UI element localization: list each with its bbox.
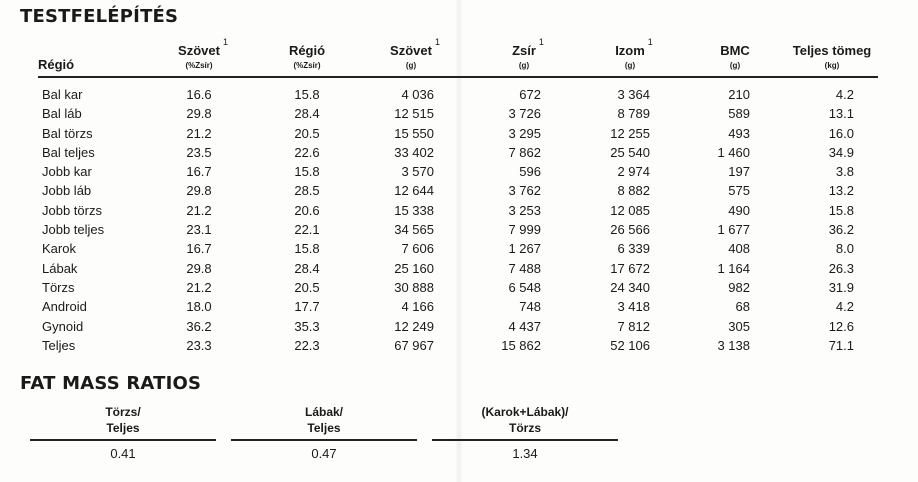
table-cell: 16.7	[186, 164, 212, 180]
region-name: Bal teljes	[42, 144, 95, 160]
table-row	[38, 319, 878, 338]
table-cell: 8 882	[617, 183, 650, 199]
table-cell: 4 036	[401, 87, 434, 102]
header-unit: (g)	[624, 61, 636, 70]
ratio-label-line2: Törzs	[508, 421, 541, 435]
table-cell: 36.2	[828, 222, 854, 238]
header-region: Régió	[38, 57, 75, 72]
header-unit: (%Zsír)	[185, 61, 213, 70]
table-row	[38, 222, 878, 241]
table-cell: 13.1	[828, 106, 854, 122]
table-cell: 493	[728, 125, 750, 141]
header-unit: (g)	[518, 61, 530, 70]
table-cell: 15.8	[294, 164, 320, 180]
ratio-legs-total	[231, 402, 417, 461]
table-cell: 67 967	[394, 337, 434, 353]
table-cell: 21.2	[186, 202, 212, 218]
ratio-value: 1.34	[512, 446, 538, 461]
ratio-trunk-total	[30, 402, 216, 461]
table-cell: 21.2	[186, 279, 212, 295]
header-label: Szövet	[390, 43, 432, 58]
ratio-label-line1: (Karok+Lábak)/	[481, 405, 569, 419]
table-cell: 36.2	[186, 318, 212, 334]
table-cell: 12 644	[394, 183, 434, 199]
region-name: Bal kar	[42, 87, 83, 102]
table-cell: 3.8	[835, 164, 854, 180]
table-cell: 22.6	[294, 144, 320, 160]
table-row	[38, 338, 878, 357]
table-cell: 4.2	[835, 87, 854, 102]
table-cell: 596	[519, 164, 541, 180]
region-name: Karok	[42, 241, 76, 257]
table-row	[38, 106, 878, 125]
table-cell: 25 160	[394, 260, 434, 276]
table-cell: 52 106	[610, 337, 650, 353]
table-cell: 408	[728, 241, 750, 257]
header-total-mass-kg	[782, 42, 882, 72]
table-cell: 16.7	[186, 241, 212, 257]
region-name: Gynoid	[42, 318, 84, 334]
table-cell: 589	[728, 106, 750, 122]
table-cell: 6 548	[508, 279, 541, 295]
table-cell: 35.3	[294, 318, 320, 334]
table-cell: 28.4	[294, 260, 320, 276]
header-unit: (kg)	[824, 61, 840, 70]
table-cell: 3 295	[508, 125, 541, 141]
table-cell: 17.7	[294, 299, 320, 315]
table-cell: 71.1	[828, 337, 854, 353]
table-cell: 672	[519, 87, 541, 102]
ratio-label-line2: Teljes	[307, 421, 341, 435]
table-row	[38, 183, 878, 202]
table-cell: 2 974	[617, 164, 650, 180]
table-body	[38, 87, 878, 357]
header-label: Szövet	[178, 43, 220, 58]
table-cell: 13.2	[828, 183, 854, 199]
table-cell: 22.1	[294, 222, 320, 238]
table-cell: 20.5	[294, 125, 320, 141]
table-cell: 34 565	[394, 222, 434, 238]
table-cell: 7 862	[508, 144, 541, 160]
body-composition-table	[38, 30, 878, 357]
table-cell: 17 672	[610, 260, 650, 276]
table-cell: 16.0	[828, 125, 854, 141]
table-cell: 12 255	[610, 125, 650, 141]
table-cell: 3 418	[617, 299, 650, 315]
region-name: Android	[42, 299, 87, 315]
table-cell: 12 249	[394, 318, 434, 334]
table-cell: 29.8	[186, 260, 212, 276]
header-tissue-g	[370, 37, 452, 72]
table-cell: 20.5	[294, 279, 320, 295]
table-cell: 7 812	[617, 318, 650, 334]
ratio-rule	[231, 439, 417, 441]
header-label: Teljes tömeg	[792, 43, 872, 58]
ratio-value: 0.47	[311, 446, 337, 461]
ratio-header	[30, 402, 216, 436]
table-cell: 15.8	[294, 87, 320, 102]
table-cell: 3 762	[508, 183, 541, 199]
header-tissue-fat-pct	[158, 37, 240, 72]
table-row	[38, 299, 878, 318]
header-label: BMC	[720, 43, 750, 58]
ratio-value: 0.41	[110, 446, 136, 461]
table-cell: 3 570	[401, 164, 434, 180]
footnote-marker: 1	[647, 37, 653, 47]
section-title-body-composition: TESTFELÉPÍTÉS	[20, 6, 179, 27]
table-row	[38, 126, 878, 145]
table-cell: 12 515	[394, 106, 434, 122]
table-row	[38, 261, 878, 280]
table-cell: 4.2	[835, 299, 854, 315]
table-cell: 26.3	[828, 260, 854, 276]
table-cell: 16.6	[186, 87, 212, 102]
footnote-marker: 1	[538, 37, 544, 47]
footnote-marker: 1	[434, 37, 440, 47]
table-cell: 7 488	[508, 260, 541, 276]
table-cell: 25 540	[610, 144, 650, 160]
header-label: Izom	[615, 43, 645, 58]
region-name: Bal láb	[42, 106, 82, 122]
table-row	[38, 280, 878, 299]
table-cell: 982	[728, 279, 750, 295]
table-cell: 33 402	[394, 144, 434, 160]
table-cell: 3 364	[617, 87, 650, 102]
table-cell: 3 253	[508, 202, 541, 218]
table-cell: 28.4	[294, 106, 320, 122]
table-cell: 4 166	[401, 299, 434, 315]
table-cell: 34.9	[828, 144, 854, 160]
header-unit: (%Zsír)	[293, 61, 321, 70]
header-region-fat-pct	[266, 42, 348, 72]
table-row	[38, 145, 878, 164]
table-cell: 1 677	[717, 222, 750, 238]
header-label: Régió	[288, 43, 326, 58]
ratio-limbs-trunk	[432, 402, 618, 461]
table-cell: 20.6	[294, 202, 320, 218]
header-unit: (g)	[729, 61, 741, 70]
table-cell: 1 164	[717, 260, 750, 276]
table-cell: 22.3	[294, 337, 320, 353]
header-label: Zsír	[512, 43, 536, 58]
section-title-fat-mass-ratios: FAT MASS RATIOS	[20, 373, 202, 394]
table-cell: 29.8	[186, 183, 212, 199]
table-header	[38, 30, 878, 78]
header-bmc-g	[694, 42, 776, 72]
table-cell: 210	[728, 87, 750, 102]
header-fat-g	[483, 37, 565, 72]
table-cell: 15 550	[394, 125, 434, 141]
table-cell: 8.0	[835, 241, 854, 257]
table-cell: 8 789	[617, 106, 650, 122]
ratio-label-line1: Törzs/	[105, 405, 141, 419]
table-cell: 18.0	[186, 299, 212, 315]
table-cell: 748	[519, 299, 541, 315]
table-cell: 30 888	[394, 279, 434, 295]
region-name: Jobb törzs	[42, 202, 102, 218]
table-row	[38, 203, 878, 222]
region-name: Jobb teljes	[42, 222, 105, 238]
table-cell: 23.1	[186, 222, 212, 238]
table-cell: 24 340	[610, 279, 650, 295]
table-cell: 15.8	[294, 241, 320, 257]
table-cell: 12.6	[828, 318, 854, 334]
table-cell: 15.8	[828, 202, 854, 218]
table-cell: 7 999	[508, 222, 541, 238]
ratio-label-line1: Lábak/	[304, 405, 343, 419]
table-cell: 6 339	[617, 241, 650, 257]
table-cell: 4 437	[508, 318, 541, 334]
ratio-rule	[30, 439, 216, 441]
table-cell: 26 566	[610, 222, 650, 238]
table-cell: 31.9	[828, 279, 854, 295]
ratio-header	[231, 402, 417, 436]
region-name: Jobb kar	[42, 164, 92, 180]
table-cell: 1 267	[508, 241, 541, 257]
region-name: Teljes	[42, 337, 76, 353]
footnote-marker: 1	[222, 37, 228, 47]
ratio-label-line2: Teljes	[106, 421, 140, 435]
table-row	[38, 87, 878, 106]
table-cell: 3 726	[508, 106, 541, 122]
table-cell: 23.5	[186, 144, 212, 160]
table-cell: 490	[728, 202, 750, 218]
table-cell: 305	[728, 318, 750, 334]
table-cell: 7 606	[401, 241, 434, 257]
region-name: Törzs	[42, 279, 75, 295]
region-name: Bal törzs	[42, 125, 93, 141]
table-cell: 197	[728, 164, 750, 180]
table-cell: 3 138	[717, 337, 750, 353]
table-cell: 575	[728, 183, 750, 199]
table-cell: 1 460	[717, 144, 750, 160]
table-row	[38, 164, 878, 183]
table-cell: 15 862	[501, 337, 541, 353]
ratio-header	[432, 402, 618, 436]
table-cell: 12 085	[610, 202, 650, 218]
region-name: Jobb láb	[42, 183, 92, 199]
table-cell: 29.8	[186, 106, 212, 122]
region-name: Lábak	[42, 260, 78, 276]
table-cell: 23.3	[186, 337, 212, 353]
table-row	[38, 241, 878, 260]
ratio-rule	[432, 439, 618, 441]
header-lean-g	[589, 37, 671, 72]
header-unit: (g)	[405, 61, 417, 70]
table-cell: 68	[735, 299, 750, 315]
table-cell: 28.5	[294, 183, 320, 199]
table-cell: 21.2	[186, 125, 212, 141]
table-cell: 15 338	[394, 202, 434, 218]
